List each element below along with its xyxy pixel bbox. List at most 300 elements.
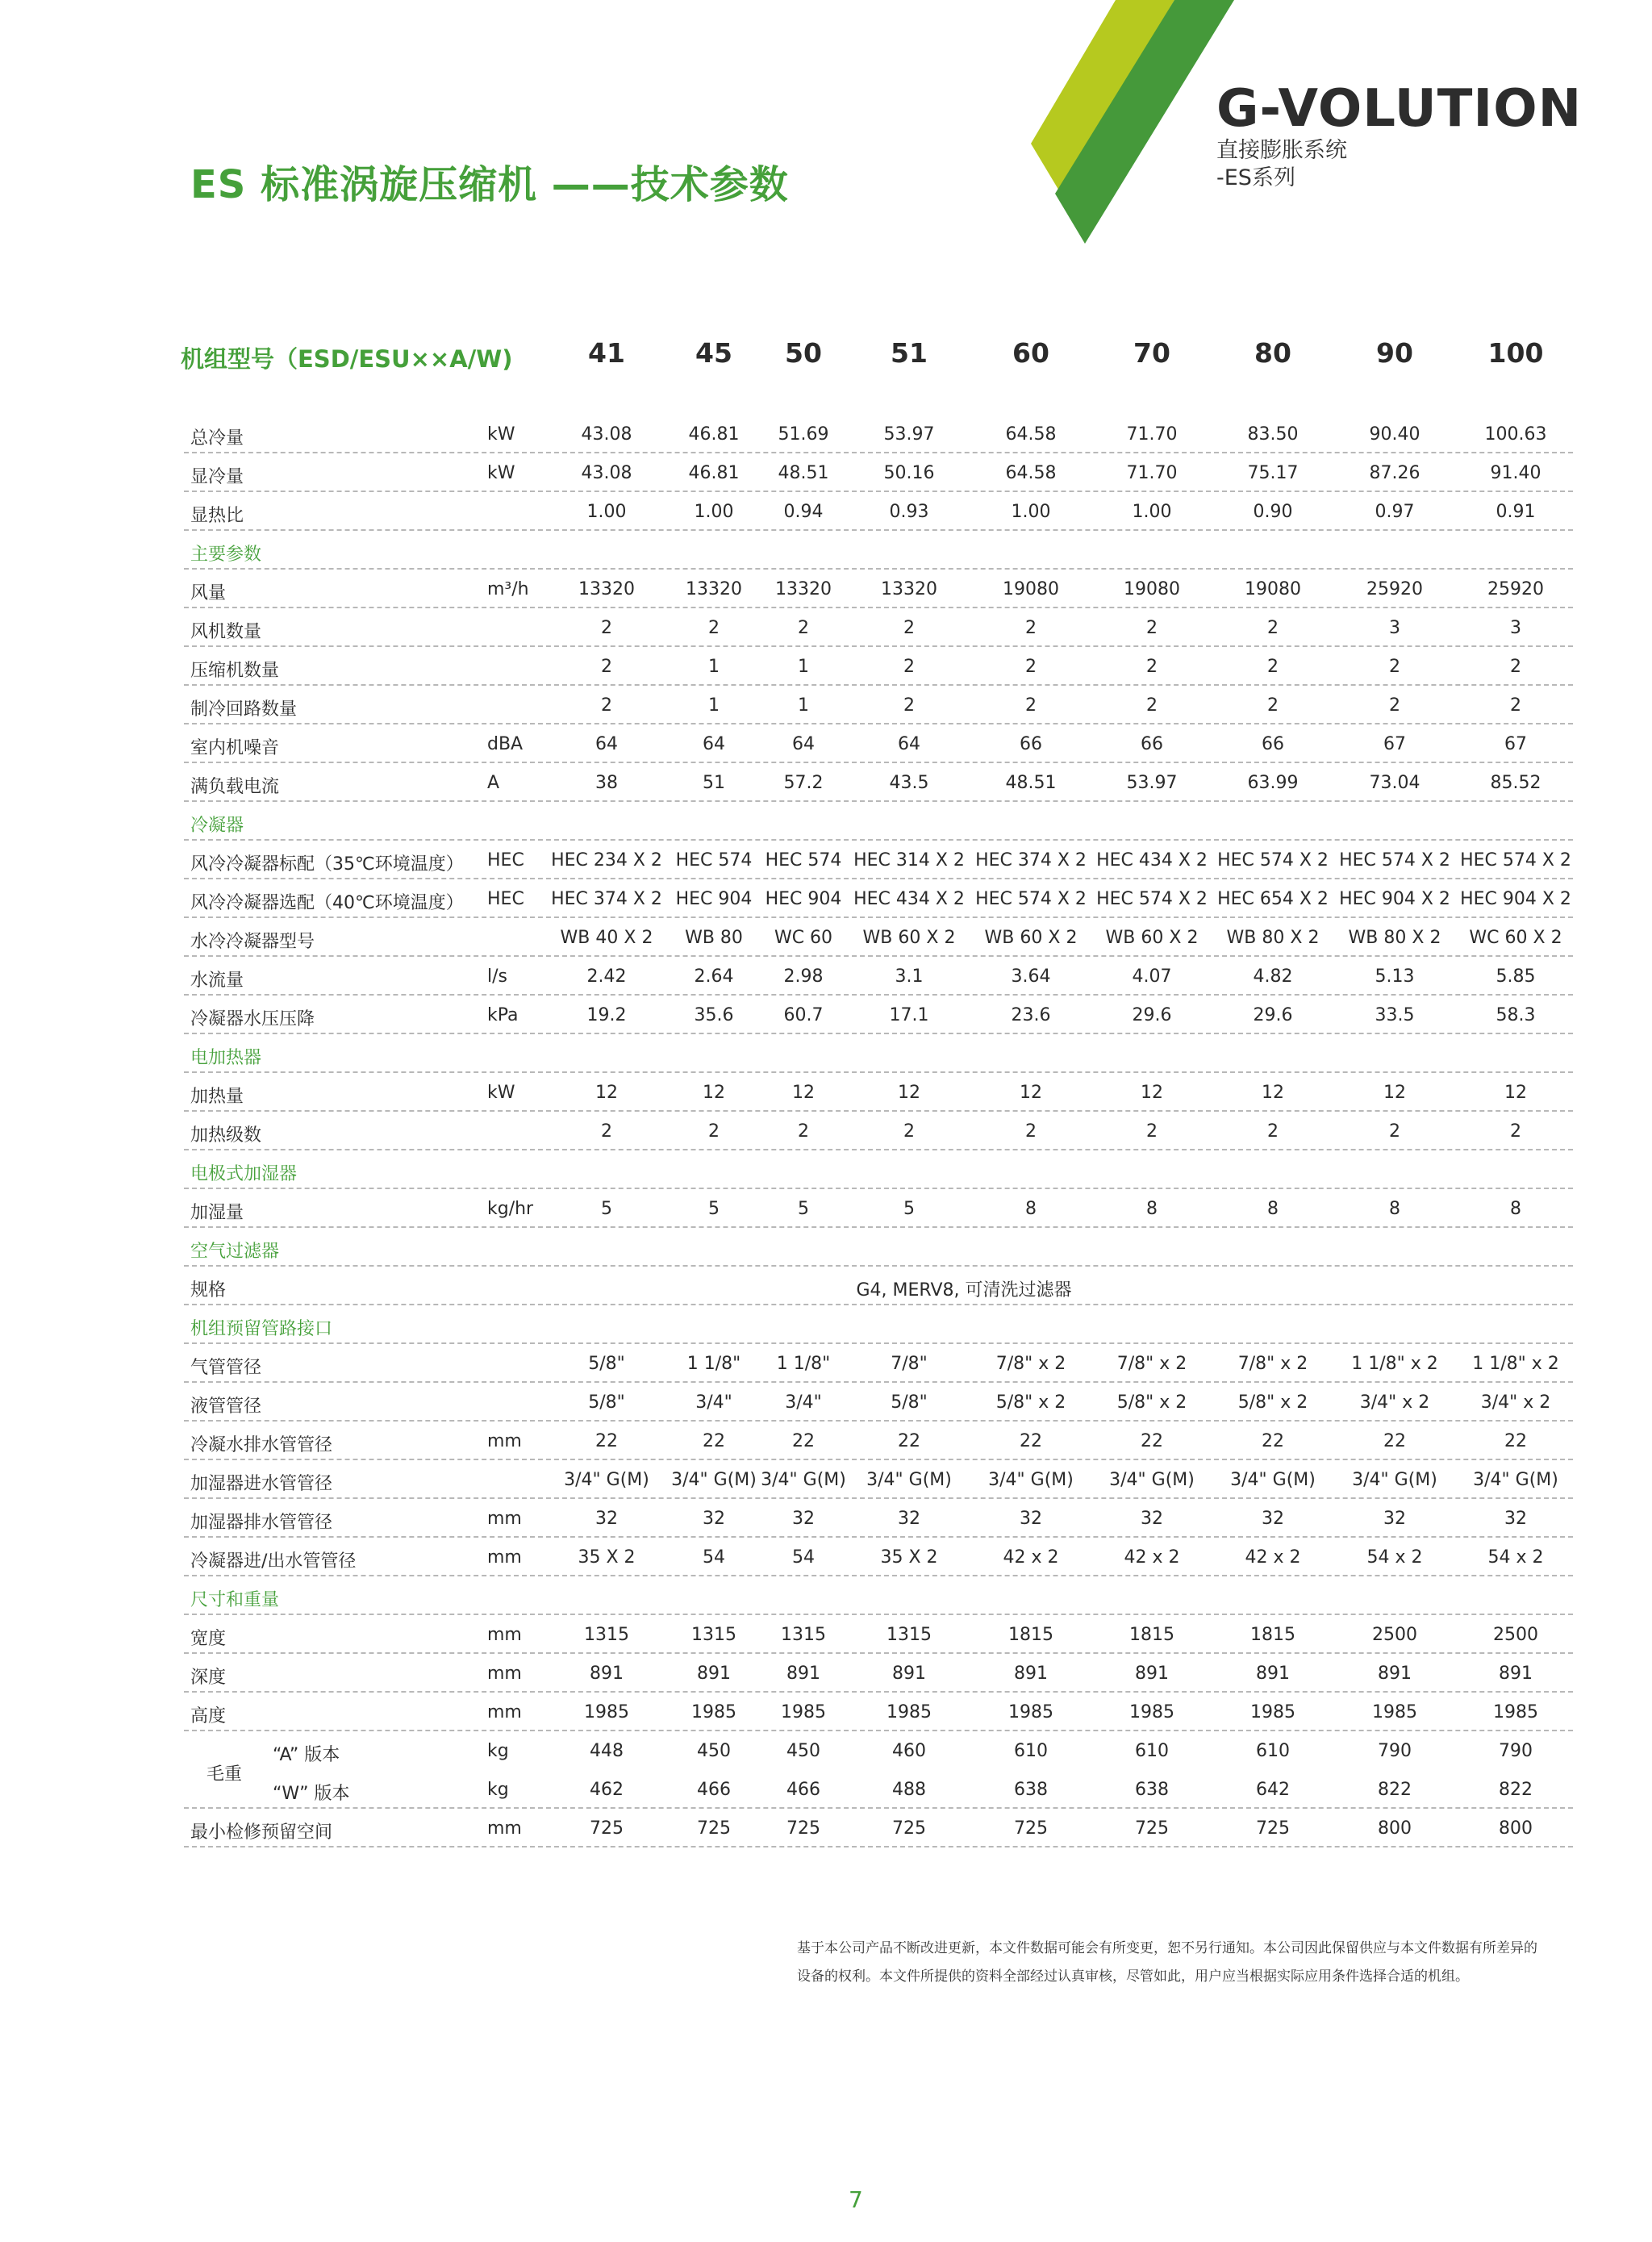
table-cell: 19080 — [1245, 579, 1301, 599]
table-cell: 800 — [1499, 1818, 1533, 1839]
table-cell: 8 — [1146, 1199, 1158, 1219]
table-row — [184, 1267, 1573, 1305]
table-cell: 19080 — [1003, 579, 1059, 599]
table-cell: 2 — [1025, 618, 1037, 638]
table-cell: 1815 — [1129, 1625, 1174, 1645]
row-label: 加湿量 — [190, 1203, 244, 1223]
table-row — [184, 1383, 1573, 1422]
table-cell: 2 — [1510, 1121, 1521, 1142]
table-cell: 822 — [1378, 1780, 1412, 1800]
table-row — [184, 1809, 1573, 1847]
table-cell: 2 — [1146, 657, 1158, 677]
table-cell: 1985 — [1008, 1702, 1053, 1722]
row-label: 加湿器排水管管径 — [190, 1513, 333, 1533]
table-cell: 12 — [792, 1083, 815, 1103]
table-cell: 43.5 — [889, 773, 929, 793]
table-cell: 3/4" x 2 — [1480, 1392, 1551, 1413]
table-cell: 5.13 — [1375, 967, 1415, 987]
table-cell: 66 — [1020, 734, 1042, 754]
table-cell: 32 — [595, 1509, 618, 1529]
table-cell: 725 — [786, 1818, 820, 1839]
table-cell: 32 — [703, 1509, 725, 1529]
table-cell: WB 80 X 2 — [1348, 928, 1441, 948]
table-row — [184, 1422, 1573, 1460]
table-row — [184, 453, 1573, 492]
table-cell: 2 — [798, 1121, 809, 1142]
row-label: 压缩机数量 — [190, 661, 280, 681]
table-cell: 2.98 — [783, 967, 824, 987]
row-label: 水冷冷凝器型号 — [190, 932, 315, 952]
table-cell: 22 — [792, 1431, 815, 1451]
row-label: 满负载电流 — [190, 777, 280, 797]
disclaimer: 基于本公司产品不断改进更新，本文件数据可能会有所变更，恕不另行通知。本公司因此保留供应与本文件数据有所差异的设备的权利。本文件所提供的资料全部经过认真审核，尽管如此，用户应当根据实际应用条件选择合适的机组。 — [797, 1940, 1537, 1985]
row-unit: kPa — [487, 1005, 519, 1025]
table-cell: 891 — [1014, 1664, 1048, 1684]
table-cell: 43.08 — [581, 424, 632, 445]
table-cell: 0.90 — [1253, 502, 1293, 522]
table-cell: 1315 — [781, 1625, 826, 1645]
table-cell: HEC 574 X 2 — [1460, 850, 1571, 870]
table-cell: 64.58 — [1005, 463, 1057, 483]
table-cell: 1 1/8" x 2 — [1472, 1354, 1559, 1374]
section-row — [184, 1228, 1573, 1267]
table-cell: 12 — [595, 1083, 618, 1103]
row-unit: kg — [487, 1741, 509, 1761]
table-row — [184, 647, 1573, 686]
section-title: 冷凝器 — [190, 816, 244, 836]
table-cell: 3/4" G(M) — [1352, 1470, 1437, 1490]
row-label: 高度 — [190, 1706, 227, 1726]
table-cell: 33.5 — [1375, 1005, 1415, 1025]
table-cell: 3/4" — [695, 1392, 732, 1413]
table-cell: 32 — [898, 1509, 920, 1529]
table-row — [184, 724, 1573, 763]
table-cell: 5 — [798, 1199, 809, 1219]
table-row — [184, 1499, 1573, 1538]
table-cell: 5/8" x 2 — [1237, 1392, 1308, 1413]
section-title: 空气过滤器 — [190, 1242, 280, 1262]
table-cell: 2 — [601, 695, 612, 716]
row-label: 加湿器进水管管径 — [190, 1474, 333, 1494]
table-cell: 3 — [1510, 618, 1521, 638]
table-cell: HEC 574 X 2 — [1339, 850, 1450, 870]
row-unit: kg — [487, 1780, 509, 1800]
table-cell: 42 x 2 — [1124, 1547, 1180, 1568]
table-cell: 790 — [1378, 1741, 1412, 1761]
section-row — [184, 802, 1573, 841]
table-cell: 1.00 — [586, 502, 627, 522]
table-cell: 7/8" x 2 — [995, 1354, 1066, 1374]
table-cell: 13320 — [775, 579, 832, 599]
table-cell: 35 X 2 — [880, 1547, 938, 1568]
table-cell: 66 — [1141, 734, 1163, 754]
table-cell: 12 — [1141, 1083, 1163, 1103]
table-row — [184, 1344, 1573, 1383]
table-cell: 75.17 — [1247, 463, 1299, 483]
brand-subtitle: 直接膨胀系统 — [1216, 138, 1347, 163]
table-cell: 32 — [1262, 1509, 1284, 1529]
table-row — [184, 1615, 1573, 1654]
table-cell: 32 — [1141, 1509, 1163, 1529]
row-unit: mm — [487, 1625, 522, 1645]
table-cell: 1985 — [886, 1702, 932, 1722]
table-cell: HEC 904 — [765, 889, 842, 909]
section-title: 机组预留管路接口 — [190, 1319, 333, 1339]
table-cell: 35.6 — [694, 1005, 734, 1025]
table-cell: 5/8" — [588, 1392, 625, 1413]
table-cell: 8 — [1389, 1199, 1400, 1219]
table-cell: WB 60 X 2 — [984, 928, 1078, 948]
row-unit: mm — [487, 1547, 522, 1568]
row-label: 水流量 — [190, 971, 244, 991]
section-row — [184, 1576, 1573, 1615]
table-cell: 790 — [1499, 1741, 1533, 1761]
row-unit: kg/hr — [487, 1199, 534, 1219]
row-label: 风冷冷凝器标配（35℃环境温度） — [190, 854, 464, 875]
table-cell: 100.63 — [1484, 424, 1547, 445]
table-cell: 891 — [786, 1664, 820, 1684]
table-cell: 1815 — [1008, 1625, 1053, 1645]
table-cell: HEC 314 X 2 — [853, 850, 965, 870]
row-unit: HEC — [487, 850, 524, 870]
table-cell: 22 — [1262, 1431, 1284, 1451]
table-cell: 8 — [1025, 1199, 1037, 1219]
section-row — [184, 1034, 1573, 1073]
table-cell: 22 — [1020, 1431, 1042, 1451]
table-cell: 19080 — [1124, 579, 1180, 599]
table-cell: 5 — [903, 1199, 915, 1219]
row-unit: HEC — [487, 889, 524, 909]
row-unit: mm — [487, 1509, 522, 1529]
table-cell: 466 — [786, 1780, 820, 1800]
model-number: 41 — [588, 337, 625, 369]
table-cell: 2 — [1510, 695, 1521, 716]
table-cell: 642 — [1256, 1780, 1290, 1800]
table-cell: 2 — [1025, 1121, 1037, 1142]
table-cell: 3/4" G(M) — [1473, 1470, 1558, 1490]
table-cell: 3/4" — [785, 1392, 822, 1413]
table-cell: 822 — [1499, 1780, 1533, 1800]
row-sublabel: “W” 版本 — [273, 1784, 350, 1804]
table-cell: 610 — [1014, 1741, 1048, 1761]
table-cell: 12 — [1262, 1083, 1284, 1103]
model-number: 51 — [891, 337, 928, 369]
table-cell: 5/8" x 2 — [1116, 1392, 1187, 1413]
table-cell: 2 — [708, 618, 720, 638]
table-cell: 2 — [1146, 618, 1158, 638]
table-cell: 42 x 2 — [1003, 1547, 1059, 1568]
table-cell: 7/8" x 2 — [1237, 1354, 1308, 1374]
table-cell: HEC 434 X 2 — [853, 889, 965, 909]
table-cell: 32 — [792, 1509, 815, 1529]
table-cell: 91.40 — [1490, 463, 1541, 483]
table-cell: 2 — [1267, 618, 1279, 638]
table-cell: 1 — [798, 657, 809, 677]
row-unit: m³/h — [487, 579, 529, 599]
row-label: 气管管径 — [190, 1358, 262, 1378]
table-cell: 2 — [1267, 657, 1279, 677]
table-cell: 73.04 — [1369, 773, 1420, 793]
table-cell: 85.52 — [1490, 773, 1541, 793]
table-cell: 3/4" G(M) — [671, 1470, 757, 1490]
table-row — [184, 492, 1573, 531]
table-cell: 891 — [1499, 1664, 1533, 1684]
table-cell: 54 — [703, 1547, 725, 1568]
table-cell: 2 — [903, 1121, 915, 1142]
table-cell: 32 — [1383, 1509, 1406, 1529]
table-cell: 1 — [708, 695, 720, 716]
table-cell: 12 — [1020, 1083, 1042, 1103]
table-cell: 3.1 — [895, 967, 924, 987]
table-cell: 32 — [1504, 1509, 1527, 1529]
table-cell: HEC 374 X 2 — [551, 889, 662, 909]
table-cell: 23.6 — [1011, 1005, 1051, 1025]
table-cell: 1.00 — [1011, 502, 1051, 522]
spanning-value: G4, MERV8, 可清洗过滤器 — [856, 1280, 1072, 1301]
table-cell: 64 — [898, 734, 920, 754]
table-cell: 1985 — [584, 1702, 629, 1722]
table-cell: 2 — [708, 1121, 720, 1142]
table-cell: 46.81 — [688, 424, 740, 445]
row-label: 规格 — [190, 1280, 227, 1301]
table-cell: WB 40 X 2 — [560, 928, 653, 948]
table-cell: 58.3 — [1496, 1005, 1536, 1025]
table-cell: 891 — [1135, 1664, 1169, 1684]
table-cell: 22 — [1141, 1431, 1163, 1451]
table-cell: 53.97 — [883, 424, 935, 445]
brand-title: G-VOLUTION — [1216, 79, 1583, 139]
row-label: 毛重 — [206, 1764, 243, 1785]
table-cell: HEC 574 X 2 — [975, 889, 1087, 909]
table-cell: 2 — [601, 657, 612, 677]
table-cell: 2 — [1389, 657, 1400, 677]
table-cell: 12 — [1504, 1083, 1527, 1103]
table-cell: 1315 — [584, 1625, 629, 1645]
table-row — [184, 1073, 1573, 1112]
table-row — [184, 1112, 1573, 1150]
table-cell: 1985 — [1372, 1702, 1417, 1722]
table-cell: 22 — [1504, 1431, 1527, 1451]
table-cell: WB 60 X 2 — [862, 928, 956, 948]
row-label: 加热量 — [190, 1087, 244, 1107]
table-cell: HEC 904 — [675, 889, 753, 909]
table-cell: 638 — [1135, 1780, 1169, 1800]
row-label: 冷凝器进/出水管管径 — [190, 1551, 357, 1572]
table-cell: 57.2 — [783, 773, 824, 793]
table-cell: 22 — [595, 1431, 618, 1451]
table-cell: 38 — [595, 773, 618, 793]
table-cell: 2 — [1389, 1121, 1400, 1142]
row-unit: dBA — [487, 734, 524, 754]
table-cell: WB 80 X 2 — [1226, 928, 1320, 948]
table-cell: 800 — [1378, 1818, 1412, 1839]
row-label: 风量 — [190, 583, 227, 603]
table-cell: 450 — [697, 1741, 731, 1761]
brand-block — [1216, 81, 1582, 192]
table-cell: 1985 — [1129, 1702, 1174, 1722]
table-cell: 13320 — [578, 579, 635, 599]
table-cell: WC 60 — [774, 928, 833, 948]
table-cell: WB 80 — [685, 928, 743, 948]
table-cell: 2 — [1146, 1121, 1158, 1142]
section-row — [184, 1150, 1573, 1189]
table-cell: 3/4" G(M) — [1230, 1470, 1316, 1490]
table-row — [184, 763, 1573, 802]
table-cell: 83.50 — [1247, 424, 1299, 445]
table-cell: 2.64 — [694, 967, 734, 987]
table-cell: 48.51 — [1005, 773, 1057, 793]
row-label: 加热级数 — [190, 1125, 262, 1146]
table-cell: HEC 574 X 2 — [1096, 889, 1208, 909]
row-unit: A — [487, 773, 500, 793]
table-cell: 5 — [708, 1199, 720, 1219]
table-cell: 5 — [601, 1199, 612, 1219]
table-cell: 71.70 — [1126, 463, 1178, 483]
table-cell: 60.7 — [783, 1005, 824, 1025]
table-cell: 891 — [1256, 1664, 1290, 1684]
table-cell: 2 — [1025, 695, 1037, 716]
table-cell: 43.08 — [581, 463, 632, 483]
table-cell: 0.97 — [1375, 502, 1415, 522]
table-row — [184, 570, 1573, 608]
table-cell: 610 — [1256, 1741, 1290, 1761]
row-unit: kW — [487, 463, 515, 483]
table-cell: 64 — [792, 734, 815, 754]
table-row — [184, 608, 1573, 647]
table-cell: HEC 574 X 2 — [1217, 850, 1329, 870]
section-row — [184, 1305, 1573, 1344]
table-cell: 54 x 2 — [1366, 1547, 1423, 1568]
table-cell: 2 — [1389, 695, 1400, 716]
row-label: 风机数量 — [190, 622, 262, 642]
model-number: 90 — [1376, 337, 1413, 369]
table-cell: 22 — [1383, 1431, 1406, 1451]
table-row — [184, 1693, 1573, 1731]
row-label: 制冷回路数量 — [190, 699, 298, 720]
table-row — [184, 1731, 1573, 1770]
table-row — [184, 1538, 1573, 1576]
table-cell: 638 — [1014, 1780, 1048, 1800]
table-cell: 13320 — [881, 579, 937, 599]
table-cell: 5.85 — [1496, 967, 1536, 987]
table-cell: 53.97 — [1126, 773, 1178, 793]
table-cell: 48.51 — [778, 463, 829, 483]
table-cell: 3/4" G(M) — [866, 1470, 952, 1490]
table-cell: 67 — [1383, 734, 1406, 754]
table-cell: HEC 234 X 2 — [551, 850, 662, 870]
table-cell: 1985 — [691, 1702, 736, 1722]
table-cell: 29.6 — [1253, 1005, 1293, 1025]
row-unit: l/s — [487, 967, 507, 987]
table-cell: HEC 374 X 2 — [975, 850, 1087, 870]
table-cell: 0.93 — [889, 502, 929, 522]
table-cell: 725 — [590, 1818, 624, 1839]
table-cell: 2 — [903, 618, 915, 638]
table-cell: 51.69 — [778, 424, 829, 445]
table-cell: 1 1/8" x 2 — [1351, 1354, 1438, 1374]
table-cell: 35 X 2 — [578, 1547, 636, 1568]
table-cell: 466 — [697, 1780, 731, 1800]
table-cell: 2 — [1267, 1121, 1279, 1142]
table-cell: 3/4" x 2 — [1359, 1392, 1430, 1413]
row-label: 总冷量 — [190, 428, 244, 449]
table-row — [184, 415, 1573, 453]
table-row — [184, 1189, 1573, 1228]
row-label: 风冷冷凝器选配（40℃环境温度） — [190, 893, 464, 913]
table-row — [184, 918, 1573, 957]
table-cell: 891 — [892, 1664, 926, 1684]
model-number: 100 — [1487, 337, 1544, 369]
table-cell: 1 — [708, 657, 720, 677]
table-cell: 488 — [892, 1780, 926, 1800]
table-cell: 1.00 — [1132, 502, 1172, 522]
table-cell: 63.99 — [1247, 773, 1299, 793]
row-label: 显热比 — [190, 506, 244, 526]
table-cell: 7/8" — [891, 1354, 928, 1374]
row-unit: mm — [487, 1818, 522, 1839]
table-cell: 450 — [786, 1741, 820, 1761]
table-cell: 1 1/8" — [776, 1354, 831, 1374]
table-cell: 2500 — [1372, 1625, 1417, 1645]
row-unit: kW — [487, 1083, 515, 1103]
table-cell: 3 — [1389, 618, 1400, 638]
table-cell: 2 — [601, 1121, 612, 1142]
table-cell: HEC 574 — [765, 850, 842, 870]
table-cell: 25920 — [1366, 579, 1423, 599]
table-cell: 54 x 2 — [1487, 1547, 1544, 1568]
table-cell: 2 — [1025, 657, 1037, 677]
row-label: 宽度 — [190, 1629, 227, 1649]
table-cell: 3/4" G(M) — [761, 1470, 846, 1490]
table-cell: 25920 — [1487, 579, 1544, 599]
section-title: 电极式加湿器 — [190, 1164, 298, 1184]
table-row — [184, 879, 1573, 918]
table-cell: 2.42 — [586, 967, 627, 987]
spec-table — [184, 415, 1573, 1847]
table-cell: 891 — [1378, 1664, 1412, 1684]
table-cell: 1815 — [1250, 1625, 1295, 1645]
table-cell: 12 — [898, 1083, 920, 1103]
table-cell: 2 — [1267, 695, 1279, 716]
section-title: 电加热器 — [190, 1048, 262, 1068]
table-cell: 87.26 — [1369, 463, 1420, 483]
table-cell: HEC 904 X 2 — [1460, 889, 1571, 909]
section-title: 主要参数 — [190, 545, 262, 565]
table-cell: 4.07 — [1132, 967, 1172, 987]
table-cell: 462 — [590, 1780, 624, 1800]
table-row — [184, 841, 1573, 879]
row-unit: mm — [487, 1431, 522, 1451]
table-cell: 22 — [703, 1431, 725, 1451]
table-cell: 1315 — [691, 1625, 736, 1645]
table-cell: 1 — [798, 695, 809, 716]
table-cell: 460 — [892, 1741, 926, 1761]
table-cell: HEC 574 — [675, 850, 753, 870]
table-cell: 725 — [697, 1818, 731, 1839]
table-row — [184, 1654, 1573, 1693]
table-cell: 1985 — [1250, 1702, 1295, 1722]
table-cell: 50.16 — [883, 463, 935, 483]
table-cell: WC 60 X 2 — [1469, 928, 1562, 948]
row-label: 显冷量 — [190, 467, 244, 487]
model-number: 60 — [1012, 337, 1049, 369]
row-label: 冷凝器水压压降 — [190, 1009, 315, 1029]
table-cell: 3.64 — [1011, 967, 1051, 987]
model-number: 70 — [1133, 337, 1170, 369]
table-row — [184, 1460, 1573, 1499]
model-label: 机组型号（ESD/ESU××A/W) — [181, 345, 513, 373]
table-cell: 32 — [1020, 1509, 1042, 1529]
